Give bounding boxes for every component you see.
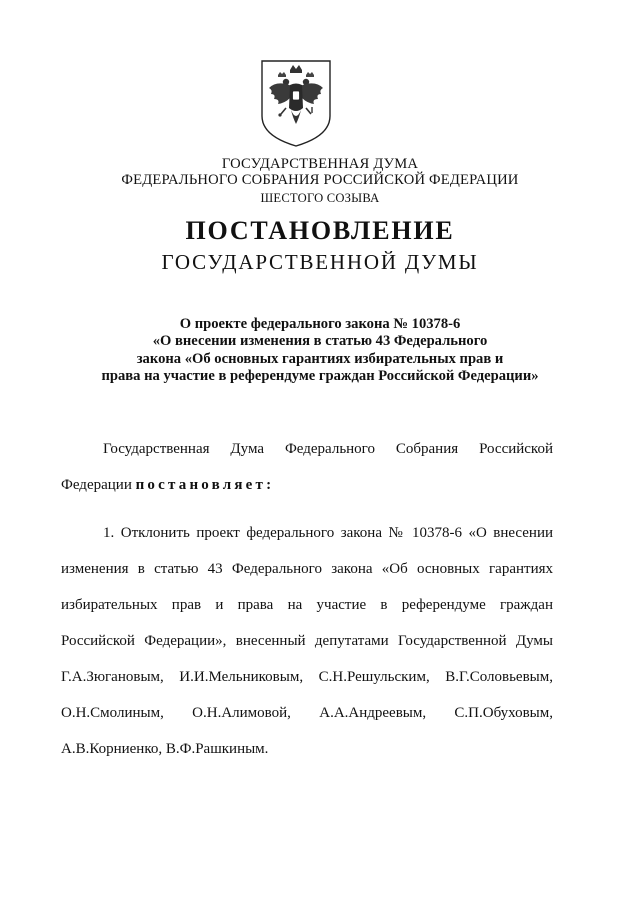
document-subtitle: ГОСУДАРСТВЕННОЙ ДУМЫ	[161, 250, 479, 274]
bill-title	[40, 316, 600, 385]
item-1-line: изменения в статью 43 Федерального закона «Об основных гарантиях	[61, 561, 553, 577]
document-title: ПОСТАНОВЛЕНИЕ	[185, 216, 455, 245]
preamble-line	[61, 475, 553, 511]
bill-title-line: «О внесении изменения в статью 43 Федерального	[152, 333, 488, 350]
bill-title-line: закона «Об основных гарантиях избирательных прав и	[136, 350, 504, 367]
item-1-line: избирательных прав и права на участие в референдуме граждан	[61, 597, 553, 613]
preamble-paragraph	[61, 439, 553, 511]
preamble-line: Государственная Дума Федерального Собрания Российской	[103, 441, 553, 457]
item-1-line: Российской Федерации», внесенный депутатами Государственной Думы	[61, 633, 553, 649]
coat-of-arms-icon	[259, 58, 333, 148]
item-1-line: Г.А.Зюгановым, И.И.Мельниковым, С.Н.Решульским, В.Г.Соловьевым,	[61, 669, 553, 685]
bill-title-line: права на участие в референдуме граждан Российской Федерации»	[101, 367, 539, 384]
resolution-keyword: постановляет:	[135, 477, 275, 493]
item-1-paragraph	[61, 523, 553, 775]
bill-title-line: О проекте федерального закона № 10378-6	[179, 316, 461, 332]
preamble-text: Федерации	[61, 477, 136, 493]
item-1-line: О.Н.Смолиным, О.Н.Алимовой, А.А.Андреевым, С.П.Обуховым,	[61, 705, 553, 721]
item-1-line: 1. Отклонить проект федерального закона № 10378-6 «О внесении	[103, 525, 553, 541]
header-line-1: ГОСУДАРСТВЕННАЯ ДУМА	[221, 156, 419, 172]
item-1-line: А.В.Корниенко, В.Ф.Рашкиным.	[61, 741, 269, 757]
header-line-3: ШЕСТОГО СОЗЫВА	[260, 191, 380, 205]
header-line-2: ФЕДЕРАЛЬНОГО СОБРАНИЯ РОССИЙСКОЙ ФЕДЕРАЦИИ	[121, 172, 519, 188]
